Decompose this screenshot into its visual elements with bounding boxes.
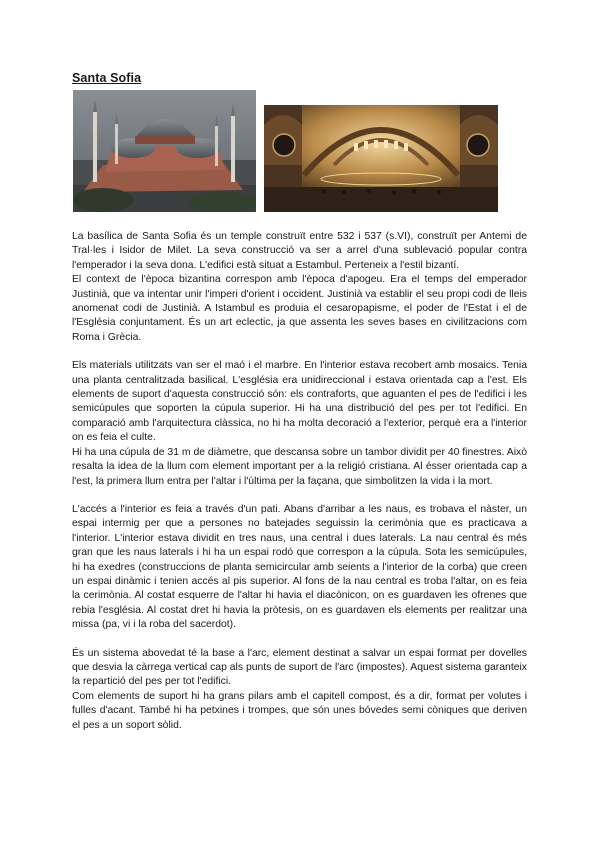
interior-photo <box>264 105 498 212</box>
paragraph-supports: Com elements de suport hi ha grans pilars amb el capitell compost, és a dir, format per volutes i fulles d'acant. També hi ha petxines i trompes, que són unes bóvedes semi còniques que deriven el pes a un soport sòlid. <box>72 690 527 731</box>
exterior-photo <box>73 90 256 212</box>
paragraph-materials: Els materials utilitzats van ser el maó i el marbre. En l'interior estava recobert amb mosaics. Tenia una planta centralitzada basilical. L'església era unidireccional i estava orientada cap a l'est. Els elements de suport d'aquesta construcció són: els contraforts, que aguanten el pes de l'edifici i les semicúpules que soporten la cúpula superior. Hi ha una distribució del pes per tot l'edifici. En comparació amb l'arquitectura clàssica, no hi ha molta decoració a l'exterior, perquè era a l'interior on es feia el culte. <box>72 360 527 444</box>
paragraph-dome: Hi ha una cúpula de 31 m de diàmetre, que descansa sobre un tambor dividit per 40 finestres. Això resalta la idea de la llum com element important per a la religió cristiana. Al ésser orientada cap a l'est, la primera llum entra per l'altar i l'última per la façana, que simbolitzen la vida i la mort. <box>72 446 527 487</box>
paragraph-intro: La basílica de Santa Sofia és un temple construït entre 532 i 537 (s.VI), construït per Antemi de Tral·les i Isidor de Milet. La seva construcció va ser a arrel d'una sublevació popular contra l'emperador i la seva dona. L'edifici està situat a Estambul. Perteneix a l'estil bizantí. <box>72 231 527 271</box>
body-text <box>72 230 527 733</box>
paragraph-interior: L'accés a l'interior es feia a través d'un pati. Abans d'arribar a les naus, es trobava el nàster, un espai intermig per que a persones no batejades seguissin la cerimònia que es practicava a l'interior. L'interior estava dividit en tres naus, una central i dues laterals. La nau central és més gran que les naus laterals i hi ha un espai rodó que correspon a la cúpula. Sota les semicúpules, hi ha exedres (construccions de planta semicircular amb seients a l'interior de la corba) que creen un espai dinàmic i tenien accés al pis superior. Al fons de la nau central es troba l'altar, on es feia la cerimònia. Al costat esquerre de l'altar hi havia el diacònicon, on es guardaven les ofrenes que rebia l'església. Al costat dret hi havia la pròtesis, on es guardaven els elements per realitzar una missa (pa, vi i la roba del sacerdot). <box>72 503 527 631</box>
paragraph-context: El context de l'època bizantina correspon amb l'època d'apogeu. Era el temps del emperador Justinià, que va intentar unir l'imperi d'orient i occident. Justinià va establir el seu propi codi de lleis anomenat codi de Justinià. A Istambul es produia el cesaropapisme, el poder de l'Estat i el de l'Església conjuntament. És un art eclectic, ja que assenta les seves bases en civilitzacions com Roma i Grècia. <box>72 274 527 343</box>
paragraph-vault-system: És un sistema abovedat té la base a l'arc, element destinat a salvar un espai format per dovelles que desvia la càrrega vertical cap als punts de suport de l'arc (impostes). Aquest sistema garanteix la repartició del pes per tot l'edifici. <box>72 647 527 688</box>
page-title: Santa Sofia <box>72 71 142 85</box>
